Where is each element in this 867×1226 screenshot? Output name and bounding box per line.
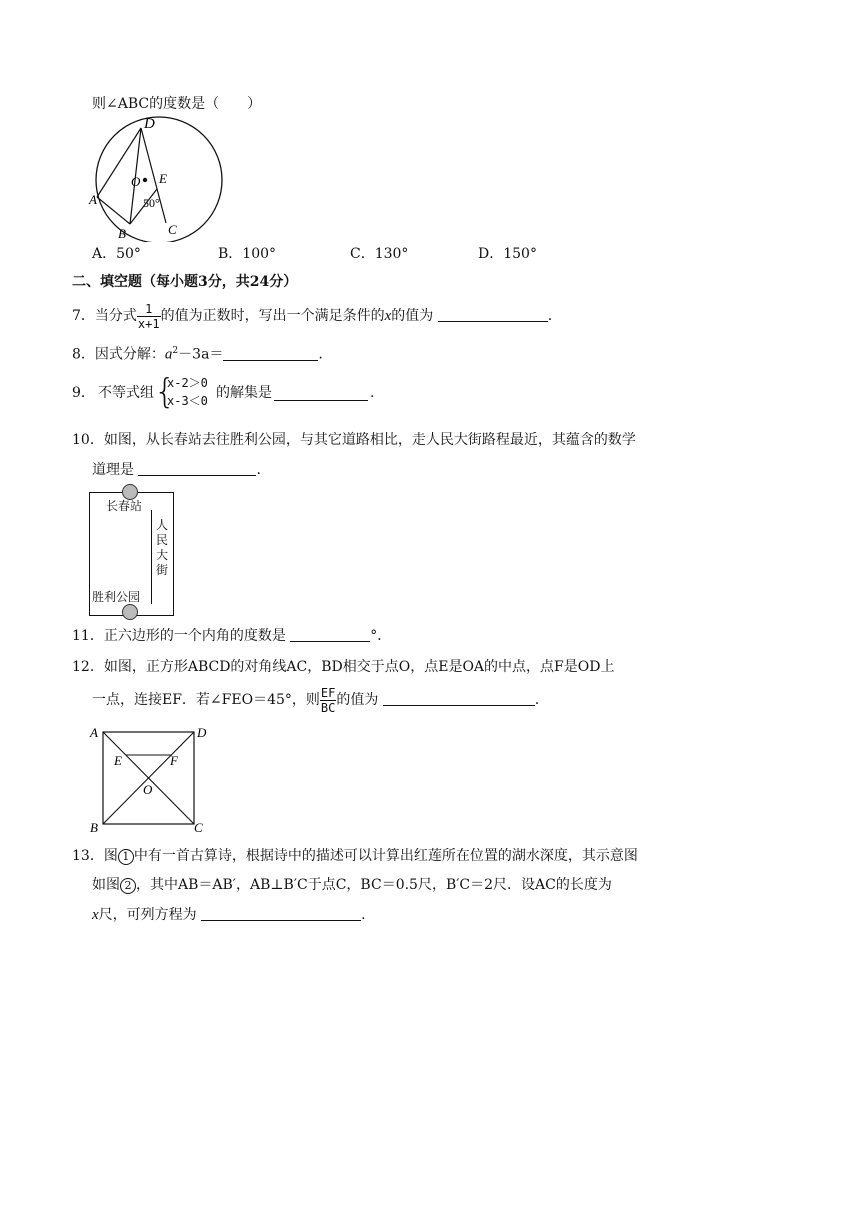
figure-2-marker: 2 xyxy=(120,878,136,894)
q6-option-c: C．130° xyxy=(350,246,409,262)
bottom-park-dot xyxy=(122,604,138,620)
q8-expression: －3a＝ xyxy=(178,346,224,363)
q12-square-figure xyxy=(86,722,212,836)
q13-answer-blank[interactable] xyxy=(201,906,361,921)
q8-answer-blank[interactable] xyxy=(223,346,318,361)
label-o: O xyxy=(131,174,141,189)
q12-line2: 一点，连接EF．若∠FEO＝45°，则 $\frac{EF}{BC}$ 的值为 . xyxy=(92,685,540,715)
label-angle: 50° xyxy=(143,196,160,210)
label-e: E xyxy=(159,171,167,186)
label-b: B xyxy=(118,226,126,241)
svg-text:O: O xyxy=(143,782,153,797)
question-11: 11．正六边形的一个内角的度数是 °． xyxy=(72,628,392,644)
svg-text:B: B xyxy=(90,820,98,835)
q7-post: 的值为 xyxy=(391,308,434,324)
q12-line1: 12．如图，正方形ABCD的对角线AC，BD相交于点O，点E是OA的中点，点F是OD上 xyxy=(72,659,615,675)
q6-option-b: B．100° xyxy=(218,246,277,262)
q10-map-figure xyxy=(88,484,174,616)
q11-answer-blank[interactable] xyxy=(290,627,370,642)
question-7: 7．当分式 $\frac{1}{x+1}$ 的值为正数时，写出一个满足条件的x的值为 . xyxy=(72,301,553,331)
q6-option-d: D．150° xyxy=(478,246,537,262)
label-a: A xyxy=(89,192,97,207)
q6-option-a: A．50° xyxy=(92,246,141,262)
q12-fraction: $\frac{EF}{BC}$ xyxy=(320,685,336,715)
label-d: D xyxy=(144,116,155,132)
svg-text:F: F xyxy=(170,753,178,768)
q9-answer-blank[interactable] xyxy=(274,386,368,401)
q7-fraction: $\frac{1}{x+1}$ xyxy=(137,301,160,331)
label-shengli-park: 胜利公园 xyxy=(92,590,141,604)
q13-line3: x尺，可列方程为 . xyxy=(92,907,366,923)
q7-answer-blank[interactable] xyxy=(438,307,548,322)
top-station-dot xyxy=(122,484,138,500)
chord-ab xyxy=(97,197,130,224)
center-point xyxy=(143,178,147,182)
q13-line1: 13．图 1 中有一首古算诗，根据诗中的描述可以计算出红莲所在位置的湖水深度，其示意图 xyxy=(72,848,638,864)
q13-line2: 如图 2 ，其中AB＝AB′，AB⊥B′C于点C，BC＝0.5尺，B′C＝2尺．设AC的长度为 xyxy=(92,877,612,893)
label-renmin-street: 人 民 大 街 xyxy=(156,518,169,577)
q6-stem: 则∠ABC的度数是（ ） xyxy=(92,96,262,112)
svg-text:E: E xyxy=(114,753,122,768)
svg-text:D: D xyxy=(197,725,207,740)
figure-1-marker: 1 xyxy=(118,849,134,865)
q7-pre: 当分式 xyxy=(94,308,137,324)
label-changchun-station: 长春站 xyxy=(106,499,143,513)
question-8: 8．因式分解：$a^2-3a=$ . xyxy=(72,346,323,363)
q10-line2: 道理是 . xyxy=(92,462,261,478)
svg-text:A: A xyxy=(90,725,98,740)
label-c: C xyxy=(168,222,177,237)
svg-text:C: C xyxy=(194,820,203,835)
q9-inequality-1: x-2＞0 xyxy=(167,376,208,390)
q7-number: 7． xyxy=(72,308,95,324)
q6-circle-figure xyxy=(86,116,232,242)
q10-line1: 10．如图，从长春站去往胜利公园，与其它道路相比，走人民大街路程最近，其蕴含的数学 xyxy=(72,432,636,448)
q12-answer-blank[interactable] xyxy=(383,691,535,706)
q7-mid: 的值为正数时，写出一个满足条件的 xyxy=(160,308,385,324)
section-title: 二、填空题（每小题3分，共24分） xyxy=(72,274,298,290)
q10-answer-blank[interactable] xyxy=(138,461,256,476)
q9-inequality-2: x-3＜0 xyxy=(167,394,208,408)
